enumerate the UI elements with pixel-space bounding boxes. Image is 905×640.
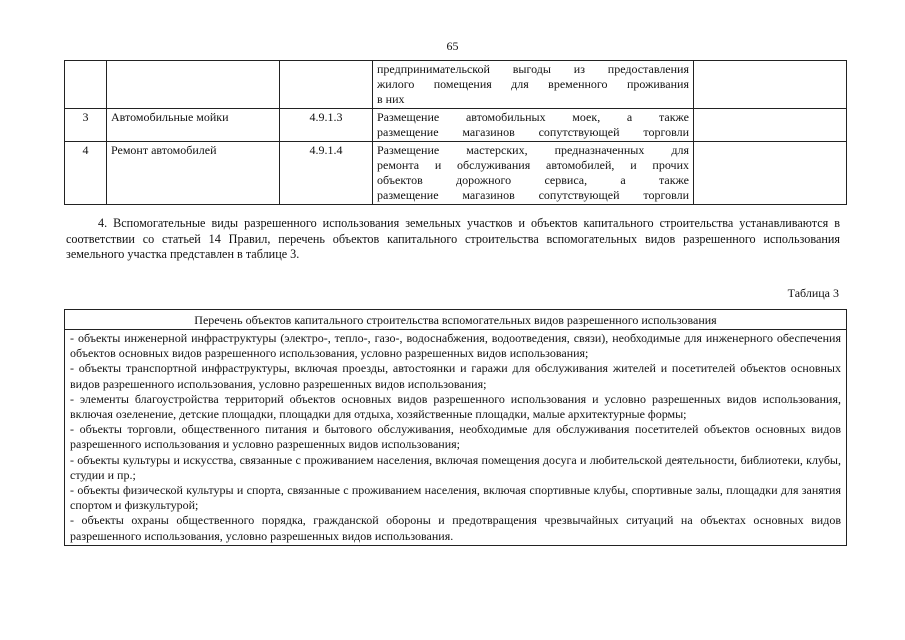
- desc-line: размещение магазинов сопутствующей торговли: [377, 188, 689, 202]
- row-code: 4.9.1.4: [280, 142, 373, 205]
- row-code: 4.9.1.3: [280, 109, 373, 142]
- land-use-table: [64, 60, 847, 205]
- row-name: Ремонт автомобилей: [107, 142, 280, 205]
- row-code: [280, 61, 373, 109]
- desc-line: ремонта и обслуживания автомобилей, и прочих: [377, 158, 689, 172]
- row-extra-cell: [694, 109, 847, 142]
- row-name: Автомобильные мойки: [107, 109, 280, 142]
- desc-line: в них: [377, 92, 405, 106]
- table-label: Таблица 3: [787, 286, 839, 300]
- list-item: - объекты охраны общественного порядка, гражданской обороны и предотвращения чрезвычайных ситуаций на объектах основных видов разрешенного использования, условно разрешенных видов использования.: [70, 513, 841, 543]
- desc-line: Размещение мастерских, предназначенных для: [377, 143, 689, 157]
- list-item: - объекты транспортной инфраструктуры, включая проезды, автостоянки и гаражи для обслуживания жителей и посетителей объектов основных видов разрешенного использования, условно разрешенных видов использования;: [70, 361, 841, 391]
- list-item: - элементы благоустройства территорий объектов основных видов разрешенного использования и условно разрешенных видов использования, включая озеленение, детские площадки, площадки для отдыха, хозяйственные площадки, малые архитектурные формы;: [70, 391, 841, 422]
- list-item: - объекты торговли, общественного питания и бытового обслуживания, необходимые для обслуживания посетителей объектов основных видов разрешенного использования и условно разрешенных видов использования;: [70, 422, 841, 452]
- row-number: 4: [65, 142, 107, 205]
- desc-line: размещение магазинов сопутствующей торговли: [377, 125, 689, 139]
- row-description: [373, 109, 694, 142]
- list-item: - объекты культуры и искусства, связанные с проживанием населения, включая помещения досуга и любительской деятельности, библиотеки, клубы, студии и пр.;: [70, 452, 841, 482]
- table-row: [65, 61, 847, 109]
- row-extra-cell: [694, 61, 847, 109]
- list-item: - объекты инженерной инфраструктуры (электро-, тепло-, газо-, водоснабжения, водоотведения, связи), необходимые для инженерного обеспечения объектов основных видов разрешенного использования, условно разрешенных видов использования;: [70, 331, 841, 361]
- page-number: 65: [446, 39, 459, 53]
- desc-line: Размещение автомобильных моек, а также: [377, 110, 689, 124]
- table-body: [65, 330, 846, 545]
- auxiliary-uses-table: [64, 309, 847, 546]
- body-paragraph: 4. Вспомогательные виды разрешенного использования земельных участков и объектов капитального строительства устанавливаются в соответствии со статьей 14 Правил, перечень объектов капитального строительства вспомогательных видов разрешенного использования земельного участка представлен в таблице 3.: [66, 216, 840, 261]
- row-description: [373, 142, 694, 205]
- row-name: [107, 61, 280, 109]
- table-row: [65, 109, 847, 142]
- row-description: [373, 61, 694, 109]
- desc-line: предпринимательской выгоды из предоставления: [377, 62, 689, 76]
- desc-line: объектов дорожного сервиса, а также: [377, 173, 689, 187]
- row-number: [65, 61, 107, 109]
- list-item: - объекты физической культуры и спорта, связанные с проживанием населения, включая спортивные клубы, спортивные залы, площадки для занятия спортом и физкультурой;: [70, 483, 841, 513]
- desc-line: жилого помещения для временного проживания: [377, 77, 689, 91]
- row-number: 3: [65, 109, 107, 142]
- table-header: Перечень объектов капитального строительства вспомогательных видов разрешенного использования: [65, 310, 846, 330]
- table-row: [65, 142, 847, 205]
- row-extra-cell: [694, 142, 847, 205]
